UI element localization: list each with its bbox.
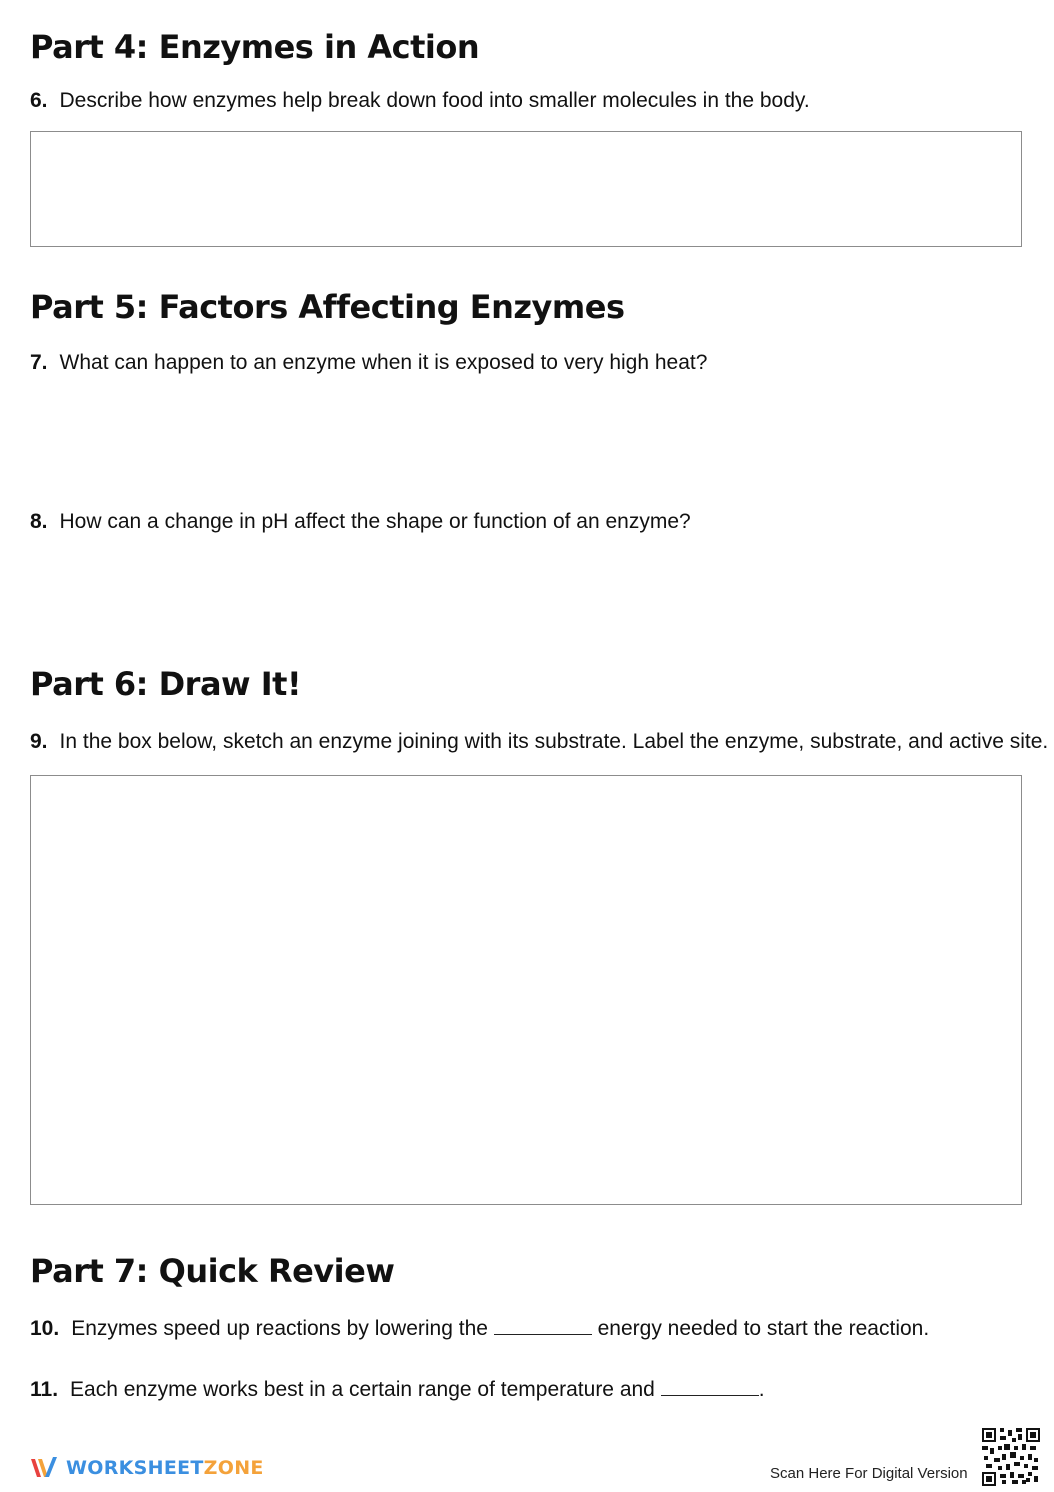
question-6 [30,89,810,113]
w-logo-icon [30,1455,58,1481]
question-10-blank[interactable] [494,1334,592,1335]
question-11-text-after: . [758,1378,765,1401]
question-8 [30,510,691,534]
question-10-text-after: energy needed to start the reaction. [597,1317,930,1340]
question-10-text-before: Enzymes speed up reactions by lowering the [71,1317,488,1340]
part7-heading: Part 7: Quick Review [30,1252,395,1290]
question-7-text: What can happen to an enzyme when it is exposed to very high heat? [59,351,708,374]
part6-heading: Part 6: Draw It! [30,665,302,703]
question-9 [30,730,1048,754]
worksheetzone-logo [30,1455,264,1481]
brand-name-part1: WORKSHEET [66,1457,204,1479]
part4-heading: Part 4: Enzymes in Action [30,28,480,66]
part5-heading: Part 5: Factors Affecting Enzymes [30,288,625,326]
scan-caption: Scan Here For Digital Version [770,1465,968,1482]
qr-code-icon[interactable] [982,1428,1040,1486]
drawing-box-9[interactable] [30,775,1022,1205]
question-9-text: In the box below, sketch an enzyme joining with its substrate. Label the enzyme, substrate, and active site. [59,730,1049,753]
question-8-number: 8. [30,510,48,533]
question-8-text: How can a change in pH affect the shape or function of an enzyme? [59,510,691,533]
question-6-text: Describe how enzymes help break down food into smaller molecules in the body. [59,89,810,112]
question-9-number: 9. [30,730,48,753]
question-11-text-before: Each enzyme works best in a certain range of temperature and [70,1378,655,1401]
question-11-number: 11. [30,1378,59,1401]
question-10 [30,1317,929,1341]
brand-name [66,1457,264,1479]
question-7-number: 7. [30,351,48,374]
question-10-number: 10. [30,1317,60,1340]
question-11-blank[interactable] [661,1395,759,1396]
question-6-number: 6. [30,89,48,112]
answer-box-6[interactable] [30,131,1022,247]
brand-name-part2: ZONE [203,1457,264,1479]
question-7 [30,351,707,375]
question-11 [30,1378,765,1402]
